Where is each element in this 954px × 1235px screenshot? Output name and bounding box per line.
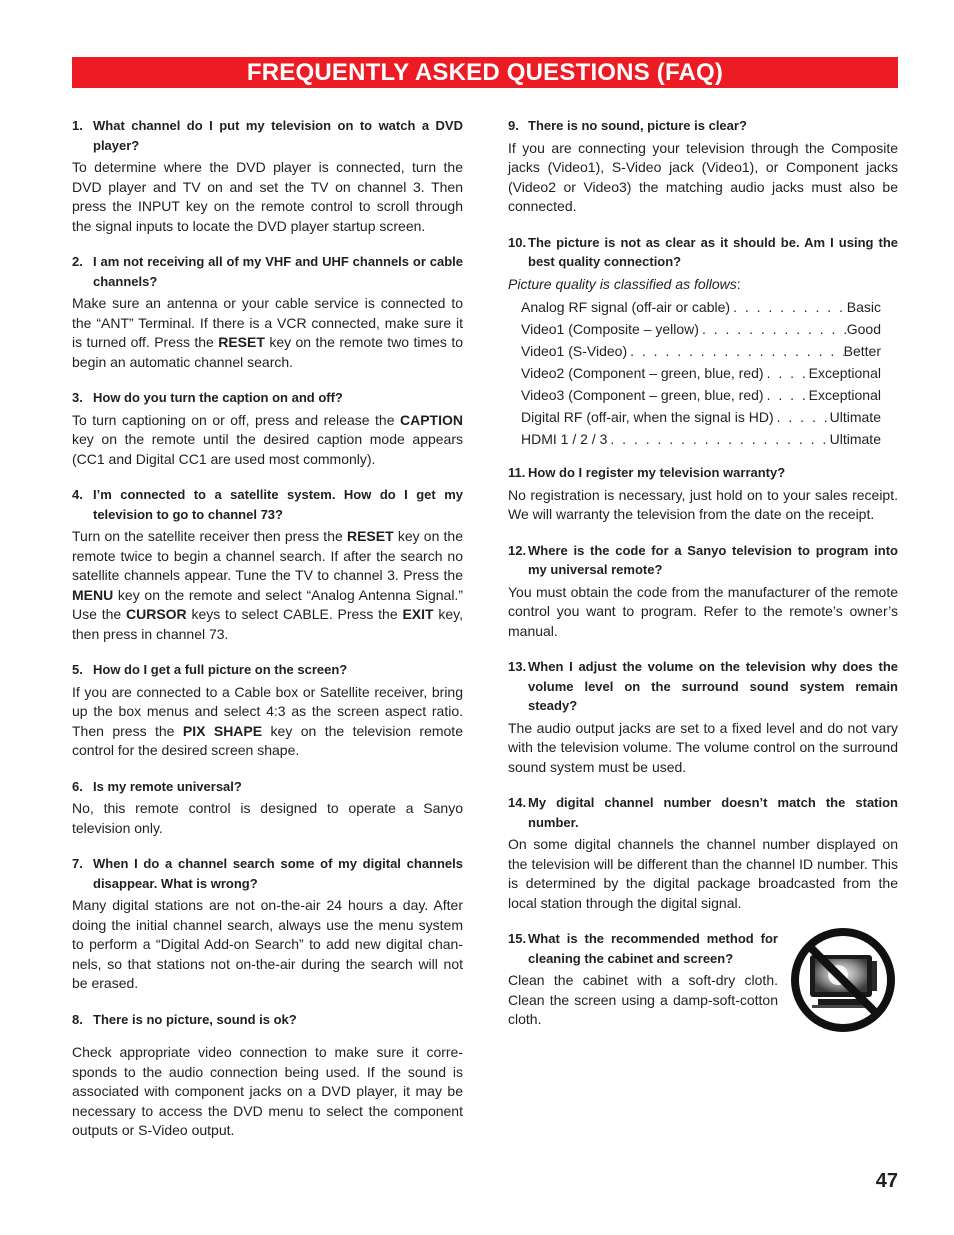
- question-text: I’m connected to a satellite system. How do I get my television to go to channel 73?: [93, 487, 463, 522]
- faq-question-2: [72, 252, 463, 291]
- question-number: 6.: [72, 778, 83, 794]
- picture-quality-intro: Picture quality is classified as follows:: [508, 275, 741, 292]
- right-column: [508, 116, 898, 1046]
- faq-answer-15: Clean the cabinet with a soft-dry cloth. Clean the screen using a damp-soft-cotton cloth.: [508, 972, 778, 1027]
- faq-question-6: [72, 777, 463, 797]
- cursor-key-label: CURSOR: [125, 606, 187, 622]
- question-text: There is no picture, sound is ok?: [93, 1011, 297, 1027]
- faq-question-11: [508, 463, 898, 483]
- question-text: What is the recommended method for cleaning the cabinet and screen?: [528, 931, 778, 966]
- question-number: 15.: [508, 931, 527, 946]
- faq-question-13: [508, 657, 898, 716]
- question-number: 7.: [72, 856, 83, 871]
- question-number: 14.: [508, 795, 527, 810]
- question-text: Where is the code for a Sanyo television to program into my universal remote?: [528, 542, 898, 577]
- no-chemical-cleaning-icon: [788, 925, 898, 1035]
- faq-answer-5: [72, 683, 463, 761]
- question-text: When I do a channel search some of my digital channels disappear. What is wrong?: [93, 856, 463, 891]
- question-text: There is no sound, picture is clear?: [528, 118, 747, 133]
- faq-question-10: [508, 233, 898, 272]
- faq-question-5: [72, 660, 463, 680]
- question-number: 10.: [508, 234, 527, 250]
- answer-text: Make sure an antenna or your cable service is connected to the “ANT” Terminal. If there is a VCR connected, make sure it is turned off. Press the: [72, 295, 463, 350]
- menu-key-label: MENU: [72, 586, 114, 603]
- faq-question-8: [72, 1010, 463, 1030]
- faq-answer-8: Check appropriate video connection to make sure it corre-sponds to the audio connection being used. If the sound is associated with component jacks on a DVD player, it may be necessary to access the DVD menu to select the component outputs or S-Video output.: [72, 1044, 463, 1138]
- faq-answer-12: You must obtain the code from the manufacturer of the remote control you want to program. Refer to the remote’s owner’s manual.: [508, 583, 898, 639]
- question-number: 12.: [508, 542, 527, 558]
- question-text: When I adjust the volume on the television why does the volume level on the surround sound system remain steady?: [528, 659, 898, 713]
- left-column: [72, 116, 463, 1157]
- question-text: Is my remote universal?: [93, 778, 242, 794]
- question-text: I am not receiving all of my VHF and UHF channels or cable channels?: [93, 254, 463, 289]
- answer-text: key on the remote and select “Analog Antenna Signal.” Use the: [72, 586, 463, 622]
- faq-answer-2: [72, 294, 463, 372]
- cable-option-label: CABLE: [282, 606, 329, 622]
- answer-text: key on the television remote control for the desired screen shape.: [72, 722, 463, 758]
- reset-key-label: RESET: [346, 528, 394, 544]
- answer-text: key, then press in channel 73.: [72, 606, 464, 642]
- question-number: 8.: [72, 1011, 83, 1027]
- question-number: 11.: [508, 465, 526, 480]
- quality-row: Video3 (Component – green, blue, red) . . . Exceptional: [521, 384, 881, 406]
- faq-answer-3: [72, 411, 463, 470]
- quality-row: Video2 (Component – green, blue, red) . . . Exceptional: [521, 362, 881, 384]
- faq-question-14: [508, 793, 898, 832]
- picture-quality-list: [508, 275, 898, 451]
- answer-text: Turn on the satellite receiver then press the: [72, 528, 347, 544]
- pix-shape-key-label: PIX SHAPE: [182, 722, 263, 739]
- answer-text: key on the remote control to scroll through the signal inputs to locate the DVD player startup screen.: [72, 198, 464, 234]
- question-number: 9.: [508, 118, 519, 133]
- page-number: 47: [875, 1170, 898, 1192]
- faq-answer-7: Many digital stations are not on-the-air 24 hours a day. After doing the initial channel search, always use the menu system to perform a “Digital Add-on Search” to add new digital chan-nels, so that stations not on-the-air during the search will not be erased.: [72, 897, 463, 991]
- page-title: FREQUENTLY ASKED QUESTIONS (FAQ): [72, 57, 898, 88]
- faq-answer-6: No, this remote control is designed to operate a Sanyo television only.: [72, 800, 463, 836]
- faq-question-9: [508, 116, 898, 136]
- faq-answer-1: [72, 158, 463, 236]
- caption-key-label: CAPTION: [400, 411, 463, 428]
- answer-text: To determine where the DVD player is connected, turn the DVD player and TV on and set the TV on channel 3. Then press the: [72, 159, 463, 214]
- question-number: 13.: [508, 659, 527, 674]
- question-number: 1.: [72, 118, 83, 133]
- quality-row: Video1 (S-Video) . . . Better: [521, 340, 881, 362]
- faq-answer-11: No registration is necessary, just hold on to your sales receipt. We will warranty the television from the date on the receipt.: [508, 486, 898, 522]
- question-text: My digital channel number doesn’t match the station number.: [528, 795, 898, 830]
- faq-answer-14: On some digital channels the channel number displayed on the television will be different than the channel ID number. This is determined by the digital package broadcasted from the local station through the digital signal.: [508, 836, 898, 911]
- faq-question-12: [508, 541, 898, 580]
- faq-answer-4: [72, 527, 463, 644]
- faq-question-1: [72, 116, 463, 155]
- question-text: What channel do I put my television on to watch a DVD player?: [93, 118, 463, 153]
- answer-text: key on the remote two times to begin an automatic channel search.: [72, 334, 463, 370]
- question-number: 4.: [72, 487, 83, 502]
- question-number: 5.: [72, 662, 83, 677]
- faq-answer-13: The audio output jacks are set to a fixed level and do not vary with the television volume. The volume control on the surround sound system must be used.: [508, 719, 898, 775]
- answer-text: If you are connected to a Cable box or Satellite receiver, bring up the box menus and select 4:3 as the screen aspect ratio. Then press the: [72, 683, 463, 739]
- quality-row: HDMI 1 / 2 / 3 . . . Ultimate: [521, 428, 881, 450]
- question-number: 3.: [72, 390, 83, 405]
- faq-question-15: [508, 929, 778, 968]
- faq-15-block: [508, 929, 898, 1030]
- answer-text: keys to select: [186, 606, 283, 622]
- faq-question-7: [72, 854, 463, 893]
- answer-text: . Press the: [328, 606, 403, 622]
- question-text: How do I get a full picture on the screen?: [93, 662, 348, 677]
- quality-row: Digital RF (off-air, when the signal is HD) . . . Ultimate: [521, 406, 881, 428]
- faq-question-4: [72, 485, 463, 524]
- answer-text: key on the remote twice to begin a channel search. If after the search no satellite channels appear. Tune the TV to channel 3. Press the: [72, 528, 463, 583]
- question-text: The picture is not as clear as it should be. Am I using the best quality connection?: [528, 234, 898, 269]
- exit-key-label: EXIT: [402, 606, 434, 622]
- faq-question-3: [72, 388, 463, 408]
- question-text: How do you turn the caption on and off?: [93, 390, 343, 405]
- answer-text: To turn captioning on or off, press and release the: [72, 411, 400, 428]
- faq-15-text: [508, 929, 778, 1030]
- quality-row: Video1 (Composite – yellow) . . . Good: [521, 318, 881, 340]
- faq-answer-9: If you are connecting your television through the Composite jacks (Video1), S-Video jack (Video1), or Component jacks (Video2 or Video3) the matching audio jacks must also be connected.: [508, 139, 898, 214]
- question-text: How do I register my television warranty?: [528, 465, 786, 480]
- answer-text: key on the remote until the desired caption mode appears (CC1 and Digital CC1 are used most commonly).: [72, 431, 463, 467]
- input-key-label: INPUT: [137, 198, 180, 214]
- quality-row: Analog RF signal (off-air or cable) . . . Basic: [521, 296, 881, 318]
- reset-key-label: RESET: [218, 334, 265, 350]
- question-number: 2.: [72, 254, 83, 269]
